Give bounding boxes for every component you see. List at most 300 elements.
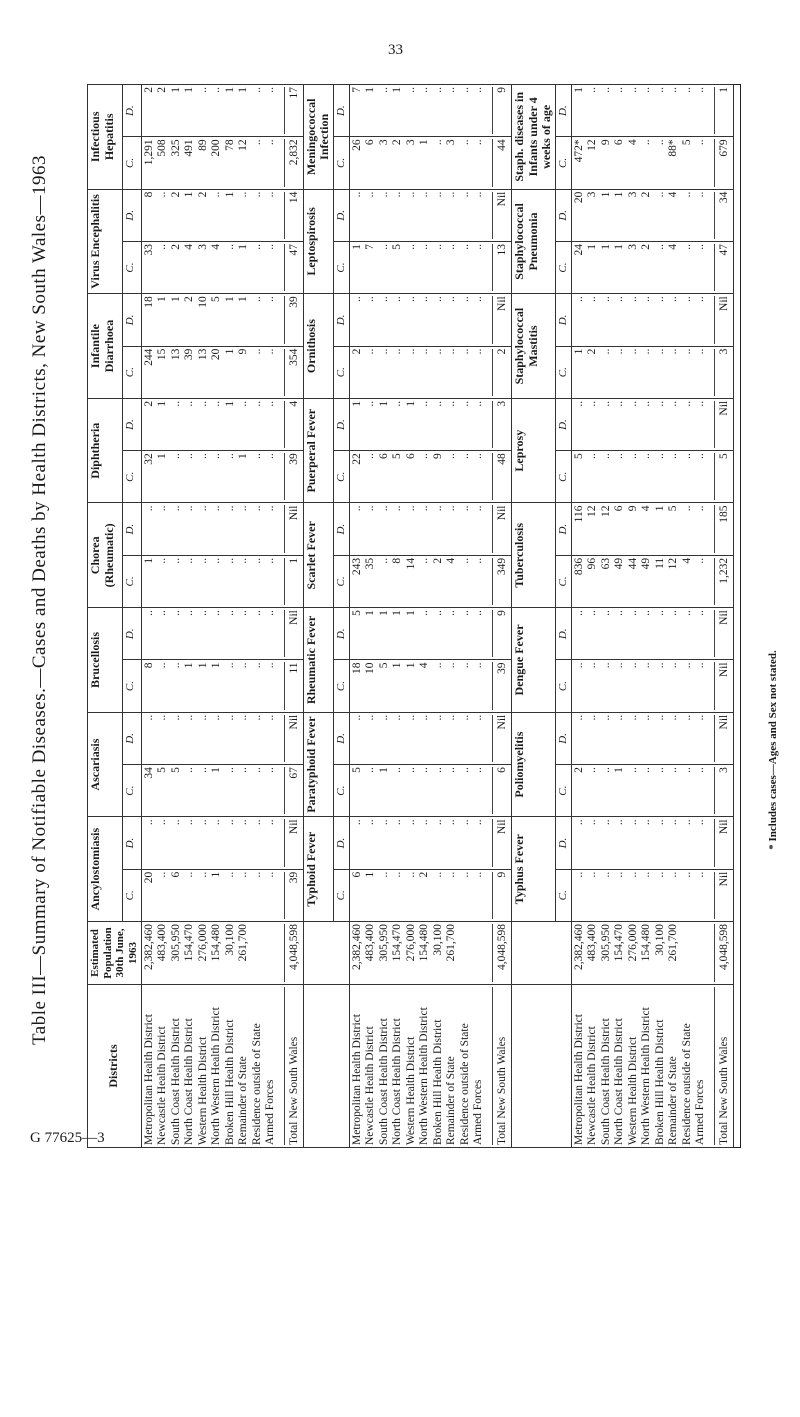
deaths-header: D. — [556, 608, 572, 660]
cases-column — [571, 137, 733, 189]
deaths-header: D. — [556, 503, 572, 555]
cases-value: 1 — [210, 767, 223, 773]
deaths-value: 1 — [223, 400, 236, 407]
deaths-value: .. — [418, 714, 431, 721]
deaths-value: .. — [472, 191, 485, 198]
total-deaths: 185 — [714, 506, 732, 553]
total-deaths: Nil — [714, 401, 732, 448]
cases-value: 22 — [350, 453, 363, 465]
deaths-value: .. — [210, 87, 223, 93]
deaths-value: .. — [391, 819, 404, 826]
population-value: 276,000 — [626, 924, 639, 962]
cases-value: .. — [458, 453, 471, 459]
deaths-value: 2 — [142, 87, 155, 93]
cases-value: .. — [250, 139, 263, 146]
district-name: Armed Forces — [694, 1079, 707, 1145]
cases-value: 472* — [572, 139, 585, 163]
deaths-value: .. — [667, 400, 680, 407]
deaths-header: D. — [334, 189, 350, 241]
district-name: Armed Forces — [472, 1079, 485, 1145]
population-value: 2,382,460 — [350, 924, 363, 970]
cases-value: 3 — [626, 243, 639, 250]
deaths-value: 2 — [156, 87, 169, 93]
cases-value: .. — [680, 767, 693, 773]
cases-value: 1 — [586, 243, 599, 250]
deaths-value: .. — [364, 819, 377, 826]
deaths-value: .. — [445, 191, 458, 198]
cases-value: 3 — [404, 139, 417, 146]
population-value: 154,480 — [640, 924, 653, 962]
population-value: 483,400 — [586, 924, 599, 962]
cases-value: 4 — [418, 662, 431, 669]
cases-value: 12 — [237, 139, 250, 151]
disease-header: Typhus Fever — [511, 817, 555, 922]
cases-value: 3 — [377, 139, 390, 146]
deaths-value: .. — [626, 819, 639, 826]
deaths-value: 10 — [196, 296, 209, 308]
deaths-value: .. — [377, 191, 390, 198]
deaths-value: .. — [431, 610, 444, 616]
total-deaths: 1 — [714, 87, 732, 134]
deaths-value: .. — [458, 714, 471, 721]
cases-value: 39 — [183, 348, 196, 361]
deaths-value: .. — [613, 610, 626, 616]
deaths-value: .. — [237, 400, 250, 407]
cases-column — [349, 346, 511, 398]
cases-column — [349, 137, 511, 189]
cases-value: .. — [264, 557, 277, 564]
cases-value: 4 — [626, 139, 639, 146]
deaths-value: 5 — [210, 296, 223, 302]
cases-value: 2 — [572, 767, 585, 773]
cases-header: C. — [334, 660, 350, 712]
deaths-header: D. — [334, 608, 350, 660]
deaths-value: .. — [572, 819, 585, 826]
cases-value: .. — [472, 139, 485, 146]
disease-header: Meningococcal Infection — [303, 85, 334, 190]
disease-header: Scarlet Fever — [303, 503, 334, 608]
total-deaths: Nil — [714, 610, 732, 657]
cases-value: .. — [680, 453, 693, 459]
deaths-value: .. — [572, 400, 585, 407]
deaths-value: .. — [404, 819, 417, 826]
total-deaths: 9 — [492, 87, 510, 134]
deaths-value: .. — [169, 400, 182, 407]
deaths-value: .. — [210, 714, 223, 721]
deaths-value: .. — [196, 505, 209, 512]
cases-value: 10 — [364, 662, 377, 674]
cases-value: 5 — [572, 453, 585, 459]
cases-value: .. — [472, 453, 485, 459]
deaths-value: 6 — [613, 505, 626, 512]
cases-value: 4 — [210, 243, 223, 250]
cases-value: 33 — [142, 243, 155, 256]
deaths-value: .. — [680, 191, 693, 198]
deaths-value: 4 — [640, 505, 653, 512]
cases-value: .. — [250, 348, 263, 355]
cases-value: .. — [694, 453, 707, 459]
cases-header: C. — [123, 869, 141, 921]
cases-value: .. — [445, 871, 458, 878]
deaths-value: .. — [586, 296, 599, 302]
deaths-value: 3 — [586, 191, 599, 198]
deaths-value: .. — [458, 296, 471, 302]
deaths-column — [141, 398, 303, 450]
cases-value: 7 — [364, 243, 377, 250]
deaths-value: 116 — [572, 505, 585, 523]
disease-header: Infantile Diarrhoea — [88, 294, 123, 399]
cases-value: .. — [694, 243, 707, 250]
cases-value: 3 — [196, 243, 209, 250]
cases-value: 6 — [404, 453, 417, 459]
cases-value: .. — [418, 453, 431, 459]
deaths-value: .. — [640, 296, 653, 302]
deaths-column — [571, 189, 733, 241]
cases-value: 4 — [667, 243, 680, 250]
deaths-value: .. — [250, 87, 263, 93]
cases-value: 4 — [445, 557, 458, 564]
deaths-value: .. — [458, 87, 471, 93]
deaths-value: 1 — [653, 505, 666, 512]
cases-value: 2 — [391, 139, 404, 146]
cases-value: 836 — [572, 557, 585, 576]
cases-value: 96 — [586, 557, 599, 570]
cases-value: .. — [156, 662, 169, 669]
population-value: 2,382,460 — [572, 924, 585, 970]
cases-header: C. — [334, 346, 350, 398]
deaths-column — [141, 294, 303, 346]
population-value: 2,382,460 — [142, 924, 155, 970]
deaths-value: 1 — [169, 296, 182, 302]
cases-value: .. — [223, 557, 236, 564]
cases-value: 4 — [183, 243, 196, 250]
deaths-header: D. — [123, 85, 141, 137]
deaths-column — [141, 817, 303, 869]
deaths-value: 1 — [183, 191, 196, 198]
deaths-header: D. — [334, 817, 350, 869]
cases-value: 49 — [613, 557, 626, 570]
deaths-value: .. — [694, 191, 707, 198]
cases-value: 20 — [210, 348, 223, 361]
total-deaths: Nil — [284, 610, 302, 657]
deaths-value: 1 — [223, 191, 236, 198]
printer-signature: G 77625—3 — [30, 1130, 105, 1146]
deaths-value: .. — [169, 819, 182, 826]
deaths-value: .. — [156, 714, 169, 721]
cases-column — [571, 241, 733, 293]
deaths-value: 12 — [599, 505, 612, 517]
deaths-value: .. — [613, 296, 626, 302]
cases-column — [349, 451, 511, 503]
disease-header: Virus Encephalitis — [88, 189, 123, 294]
cases-value: 2 — [169, 243, 182, 250]
cases-column — [141, 660, 303, 712]
cases-header: C. — [556, 555, 572, 607]
cases-value: .. — [626, 767, 639, 773]
population-list — [141, 922, 303, 985]
deaths-value: .. — [142, 819, 155, 826]
deaths-value: .. — [237, 505, 250, 512]
cases-header: C. — [556, 451, 572, 503]
cases-value: .. — [445, 662, 458, 669]
district-name: Residence outside of State — [680, 1023, 693, 1145]
cases-value: 1 — [210, 662, 223, 669]
cases-value: .. — [364, 453, 377, 459]
cases-value: .. — [613, 662, 626, 669]
deaths-column — [571, 817, 733, 869]
population-value: 154,470 — [183, 924, 196, 962]
population-value: 154,480 — [210, 924, 223, 962]
cases-value: 243 — [350, 557, 363, 576]
cases-value: .. — [196, 453, 209, 459]
cases-value: .. — [572, 871, 585, 878]
cases-value: 5 — [377, 662, 390, 669]
cases-value: 1 — [599, 243, 612, 250]
cases-value: .. — [431, 243, 444, 250]
disease-header: Brucellosis — [88, 608, 123, 713]
population-value: 261,700 — [445, 924, 458, 962]
cases-value: .. — [183, 453, 196, 459]
deaths-value: 2 — [640, 191, 653, 198]
total-cases: 47 — [714, 244, 732, 291]
cases-column — [349, 660, 511, 712]
total-cases: 44 — [492, 139, 510, 186]
deaths-value: 20 — [572, 191, 585, 204]
population-value: 30,100 — [431, 924, 444, 956]
deaths-value: .. — [264, 714, 277, 721]
population-value: 261,700 — [667, 924, 680, 962]
deaths-value: 2 — [142, 400, 155, 407]
deaths-value: .. — [667, 714, 680, 721]
page-number: 33 — [388, 42, 403, 58]
cases-value: 1 — [377, 767, 390, 773]
deaths-value: .. — [404, 505, 417, 512]
deaths-value: .. — [472, 610, 485, 616]
deaths-value: .. — [445, 714, 458, 721]
deaths-value: .. — [599, 819, 612, 826]
deaths-value: 2 — [169, 191, 182, 198]
deaths-column — [141, 503, 303, 555]
cases-value: .. — [572, 662, 585, 669]
cases-value: .. — [250, 243, 263, 250]
deaths-value: .. — [599, 610, 612, 616]
cases-value: .. — [391, 871, 404, 878]
cases-value: 12 — [667, 557, 680, 570]
deaths-value: .. — [445, 610, 458, 616]
cases-value: 1 — [142, 557, 155, 564]
district-name: Western Health District — [196, 1036, 209, 1145]
deaths-value: .. — [404, 191, 417, 198]
cases-value: 13 — [169, 348, 182, 361]
deaths-value: .. — [418, 610, 431, 616]
disease-header: Staph. diseases in Infants under 4 weeks of age — [511, 85, 555, 190]
district-list — [571, 985, 733, 1148]
deaths-value: .. — [418, 191, 431, 198]
cases-value: .. — [694, 557, 707, 564]
cases-value: .. — [431, 662, 444, 669]
deaths-value: .. — [377, 296, 390, 302]
deaths-header: D. — [123, 817, 141, 869]
deaths-value: .. — [223, 819, 236, 826]
cases-value: .. — [653, 871, 666, 878]
cases-value: 8 — [142, 662, 155, 669]
cases-header: C. — [556, 346, 572, 398]
deaths-value: .. — [183, 400, 196, 407]
district-name: North Coast Health District — [391, 1018, 404, 1145]
cases-value: .. — [613, 348, 626, 355]
deaths-value: .. — [694, 296, 707, 302]
disease-header: Leprosy — [511, 398, 555, 503]
cases-value: .. — [458, 767, 471, 773]
deaths-value: .. — [264, 819, 277, 826]
cases-value: .. — [183, 767, 196, 773]
deaths-column — [141, 85, 303, 137]
deaths-value: .. — [626, 87, 639, 93]
cases-value: .. — [418, 243, 431, 250]
deaths-value: 8 — [142, 191, 155, 198]
deaths-value: .. — [237, 714, 250, 721]
total-cases: 6 — [492, 767, 510, 814]
cases-column — [141, 869, 303, 921]
cases-value: .. — [264, 139, 277, 146]
total-deaths: 14 — [284, 192, 302, 239]
cases-value: .. — [237, 767, 250, 773]
deaths-column — [141, 189, 303, 241]
cases-value: .. — [472, 243, 485, 250]
cases-value: .. — [210, 453, 223, 459]
district-name: Armed Forces — [264, 1079, 277, 1145]
deaths-header: D. — [123, 294, 141, 346]
cases-value: 1 — [350, 243, 363, 250]
deaths-value: .. — [156, 819, 169, 826]
deaths-column — [141, 608, 303, 660]
total-deaths: 34 — [714, 192, 732, 239]
district-name: Residence outside of State — [458, 1023, 471, 1145]
deaths-value: .. — [472, 505, 485, 512]
total-label: Total New South Wales — [714, 987, 732, 1145]
deaths-header: D. — [556, 189, 572, 241]
cases-header: C. — [556, 137, 572, 189]
deaths-column — [349, 712, 511, 764]
deaths-value: .. — [626, 400, 639, 407]
cases-value: .. — [264, 348, 277, 355]
deaths-header: D. — [123, 503, 141, 555]
deaths-value: 1 — [364, 610, 377, 616]
footnote: * Includes cases—Ages and Sex not stated. — [767, 650, 779, 850]
section-header-row — [511, 85, 555, 1148]
deaths-value: .. — [431, 191, 444, 198]
population-header — [303, 922, 349, 985]
total-deaths: Nil — [492, 192, 510, 239]
cases-value: 2 — [431, 557, 444, 564]
deaths-value: .. — [350, 296, 363, 302]
cases-value: 2 — [350, 348, 363, 355]
deaths-value: 1 — [404, 610, 417, 616]
deaths-column — [349, 817, 511, 869]
cases-header: C. — [123, 241, 141, 293]
cases-value: 49 — [640, 557, 653, 570]
cases-header: C. — [123, 765, 141, 817]
deaths-value: 12 — [586, 505, 599, 517]
district-name: Newcastle Health District — [586, 1026, 599, 1145]
deaths-column — [571, 85, 733, 137]
cases-value: 244 — [142, 348, 155, 366]
deaths-value: 1 — [391, 87, 404, 93]
deaths-value: .. — [653, 610, 666, 616]
deaths-value: .. — [196, 819, 209, 826]
cases-column — [141, 451, 303, 503]
deaths-value: 9 — [626, 505, 639, 512]
deaths-value: .. — [458, 191, 471, 198]
cases-value: 32 — [142, 453, 155, 465]
cases-value: .. — [694, 871, 707, 878]
deaths-value: .. — [680, 296, 693, 302]
deaths-column — [349, 189, 511, 241]
district-name: North Coast Health District — [613, 1018, 626, 1145]
cases-column — [349, 241, 511, 293]
deaths-value: .. — [264, 191, 277, 198]
deaths-value: .. — [169, 505, 182, 512]
table-title: Table III—Summary of Notifiable Diseases.—Cases and Deaths by Health Districts, New South Wales—1963 — [29, 154, 50, 1046]
cases-header: C. — [334, 555, 350, 607]
cases-header: C. — [556, 765, 572, 817]
cases-header: C. — [123, 660, 141, 712]
cases-value: .. — [653, 139, 666, 146]
deaths-column — [571, 398, 733, 450]
deaths-value: .. — [613, 819, 626, 826]
deaths-value: .. — [458, 505, 471, 512]
deaths-value: .. — [210, 505, 223, 512]
deaths-value: .. — [640, 400, 653, 407]
cases-value: .. — [431, 871, 444, 878]
cases-value: 1 — [364, 871, 377, 878]
deaths-value: .. — [377, 714, 390, 721]
deaths-value: .. — [653, 400, 666, 407]
deaths-header: D. — [123, 608, 141, 660]
deaths-value: .. — [156, 610, 169, 616]
deaths-value: .. — [196, 87, 209, 93]
deaths-value: 1 — [364, 87, 377, 93]
deaths-value: .. — [264, 296, 277, 302]
deaths-header: D. — [334, 503, 350, 555]
cases-value: .. — [599, 767, 612, 773]
deaths-value: .. — [250, 296, 263, 302]
deaths-value: .. — [667, 610, 680, 616]
disease-header: Diphtheria — [88, 398, 123, 503]
cases-value: .. — [445, 348, 458, 355]
population-value — [472, 924, 486, 982]
deaths-value: .. — [680, 87, 693, 93]
total-deaths: Nil — [492, 819, 510, 866]
population-value — [251, 924, 265, 982]
cases-value: .. — [223, 767, 236, 773]
deaths-value: .. — [350, 714, 363, 721]
deaths-value: .. — [210, 191, 223, 198]
cases-value: .. — [667, 348, 680, 355]
deaths-header: D. — [334, 85, 350, 137]
cases-header: C. — [556, 660, 572, 712]
deaths-value: .. — [694, 505, 707, 512]
cases-value: .. — [223, 871, 236, 878]
cases-value: .. — [264, 453, 277, 459]
district-name: Newcastle Health District — [364, 1026, 377, 1145]
deaths-header: D. — [556, 85, 572, 137]
deaths-value: .. — [418, 505, 431, 512]
deaths-value: .. — [667, 819, 680, 826]
deaths-value: .. — [626, 714, 639, 721]
cases-value: .. — [599, 453, 612, 459]
cases-value: .. — [680, 662, 693, 669]
